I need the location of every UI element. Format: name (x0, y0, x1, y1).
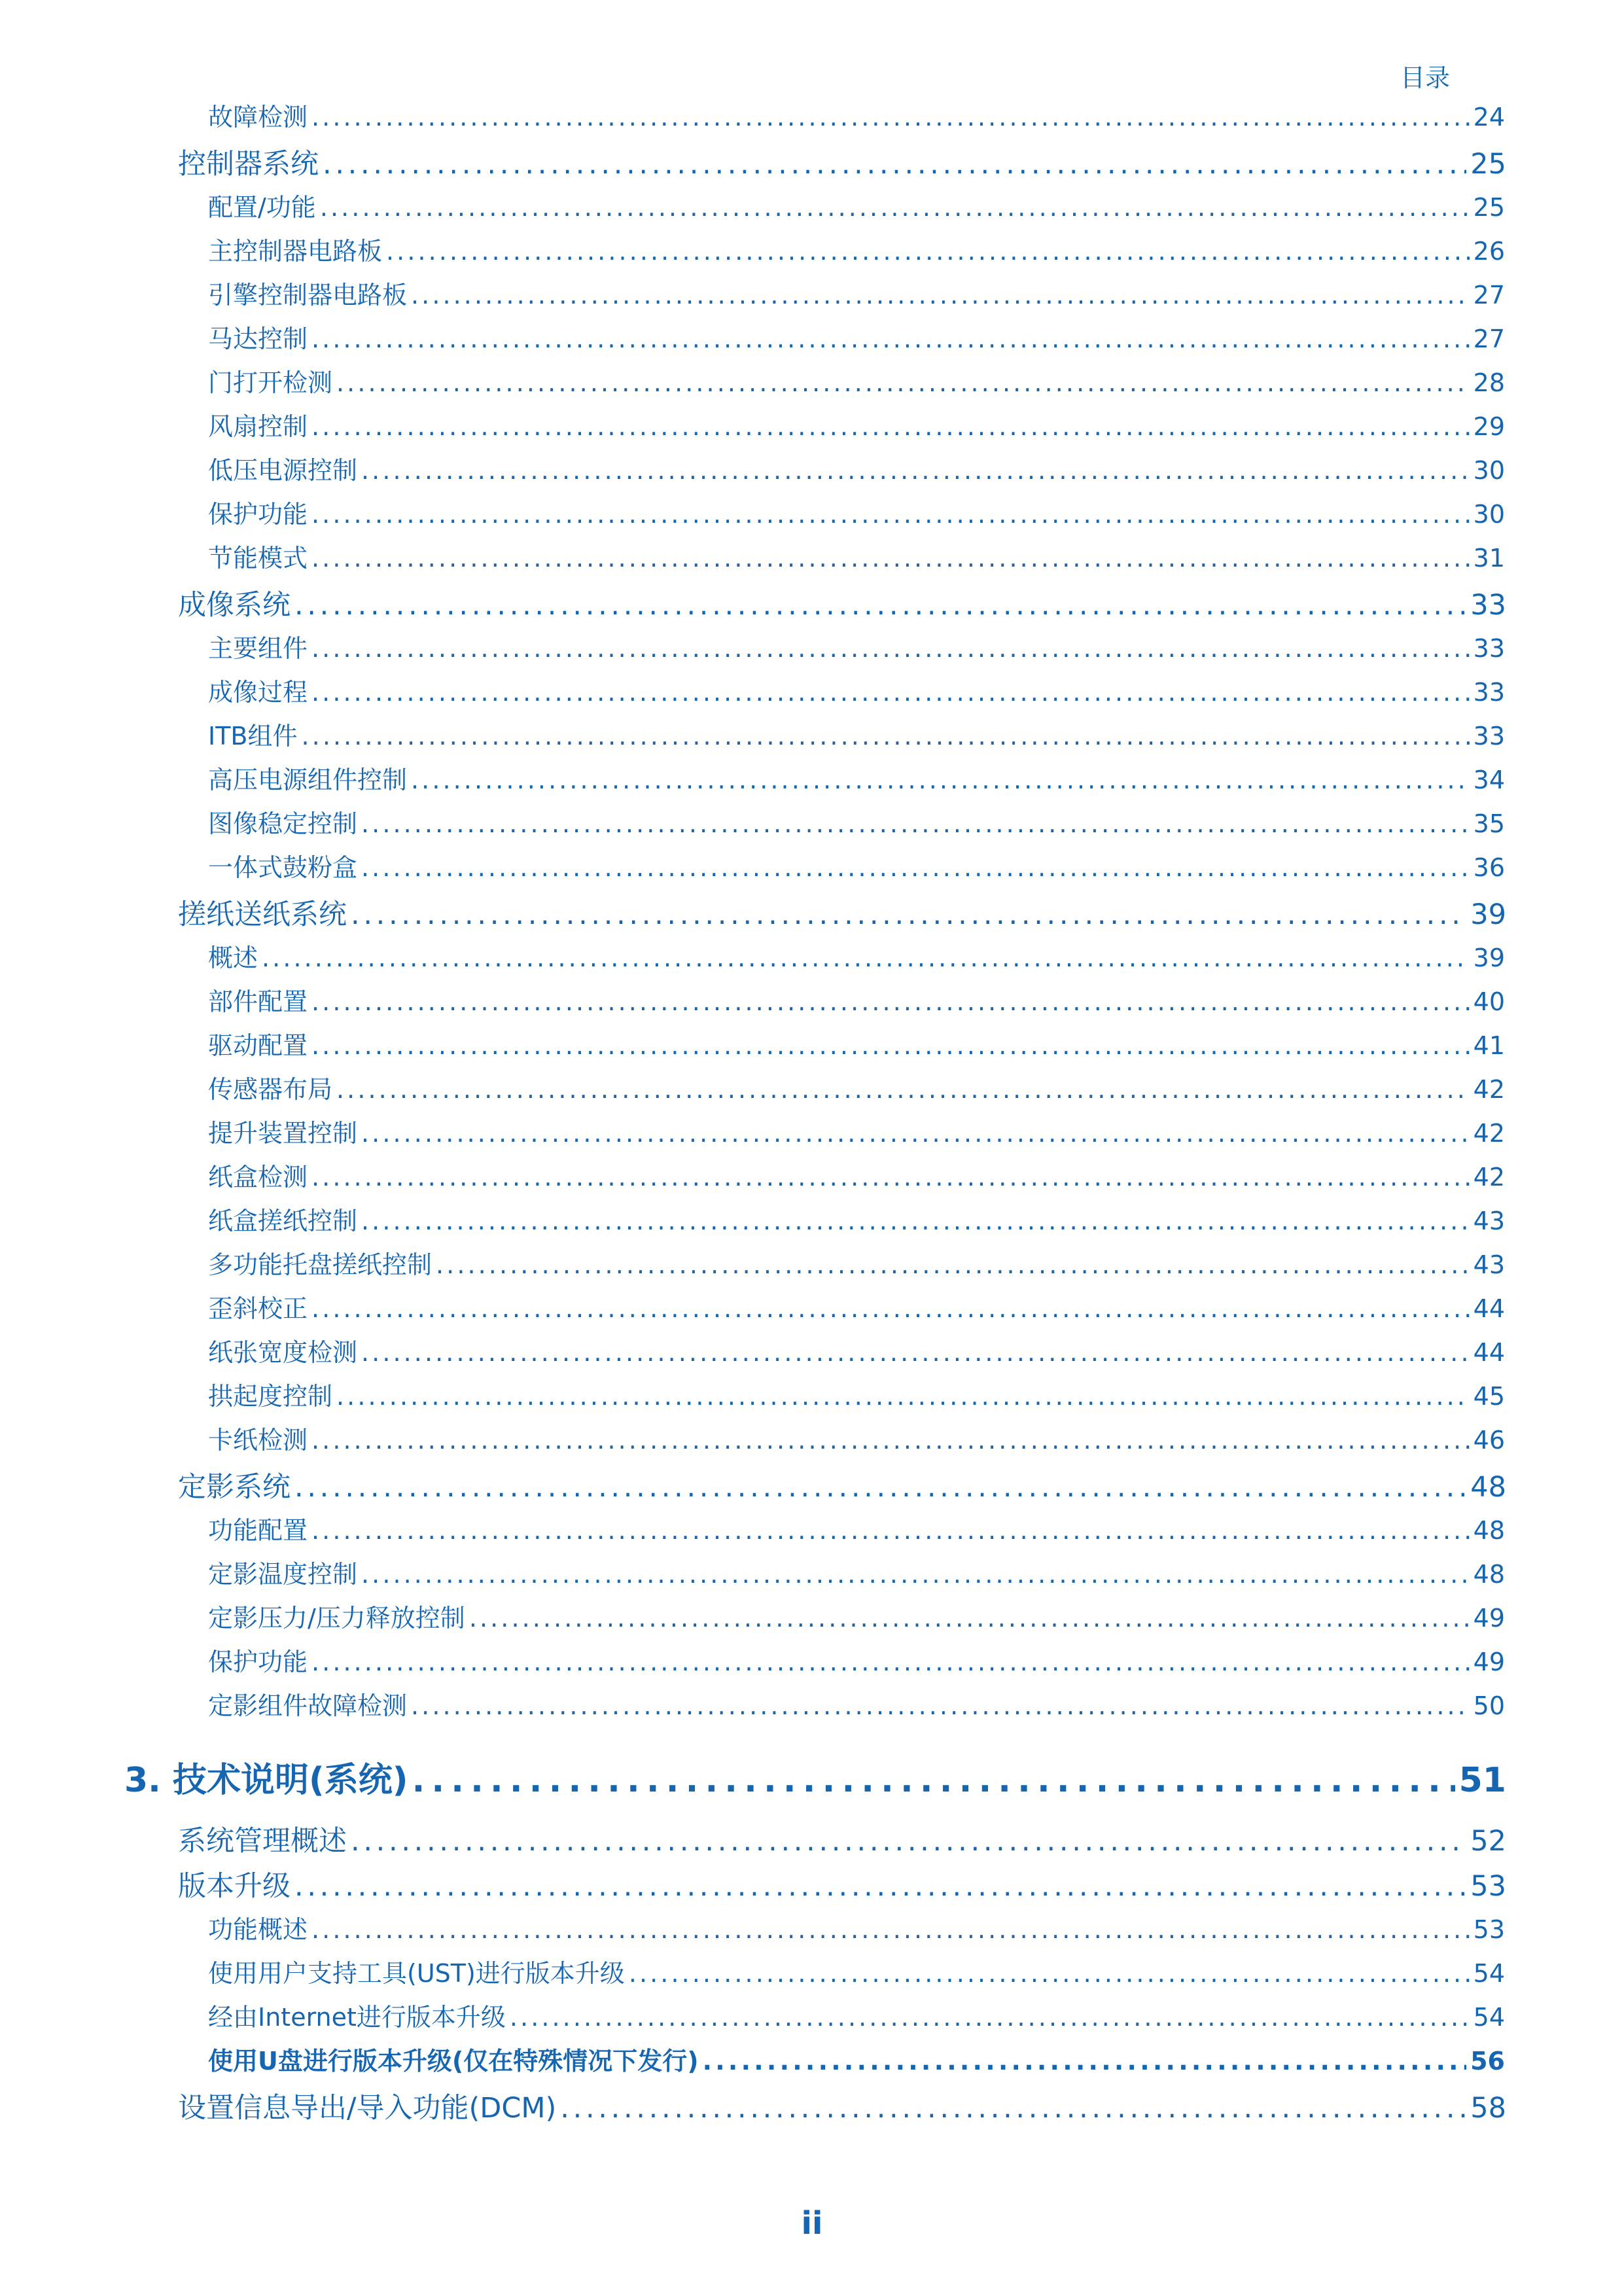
toc-entry-title: 成像过程 (208, 678, 308, 707)
toc-dot-leader (311, 1648, 1470, 1676)
toc-entry-title: ITB组件 (208, 722, 298, 751)
toc-entry-title: 设置信息导出/导入功能(DCM) (178, 2092, 557, 2125)
toc-dot-leader (560, 2092, 1466, 2125)
toc-entry-page: 27 (1473, 325, 1505, 353)
toc-section-entry[interactable] (178, 1819, 1506, 1859)
toc-dot-leader (361, 1119, 1470, 1148)
toc-subsection-entry[interactable] (208, 1376, 1505, 1412)
toc-subsection-entry[interactable] (208, 450, 1505, 486)
toc-entry-page: 42 (1473, 1119, 1505, 1148)
toc-entry-title: 节能模式 (208, 544, 308, 573)
toc-subsection-entry[interactable] (208, 97, 1505, 133)
toc-entry-page: 24 (1473, 103, 1505, 132)
toc-entry-page: 33 (1473, 678, 1505, 707)
toc-entry-page: 26 (1473, 237, 1505, 266)
toc-entry-title: 多功能托盘搓纸控制 (208, 1250, 432, 1279)
toc-entry-page: 42 (1473, 1163, 1505, 1192)
toc-entry-page: 44 (1473, 1294, 1505, 1323)
toc-entry-title: 定影温度控制 (208, 1560, 358, 1589)
toc-subsection-entry[interactable] (208, 1025, 1505, 1061)
toc-dot-leader (311, 544, 1470, 573)
toc-dot-leader (361, 1338, 1470, 1367)
toc-chapter-entry[interactable] (124, 1752, 1506, 1801)
toc-entry-page: 31 (1473, 544, 1505, 573)
toc-entry-page: 49 (1473, 1604, 1505, 1633)
toc-dot-leader (703, 2047, 1467, 2075)
toc-entry-page: 39 (1473, 944, 1505, 972)
toc-dot-leader (311, 987, 1470, 1016)
toc-subsection-entry[interactable] (208, 1245, 1505, 1280)
toc-subsection-entry[interactable] (208, 187, 1505, 223)
toc-entry-title: 卡纸检测 (208, 1426, 308, 1455)
toc-entry-title: 经由Internet进行版本升级 (208, 2003, 506, 2032)
toc-entry-page: 30 (1473, 500, 1505, 529)
toc-subsection-entry[interactable] (208, 275, 1505, 311)
toc-subsection-entry[interactable] (208, 1332, 1505, 1368)
toc-entry-page: 58 (1470, 2092, 1506, 2125)
toc-entry-page: 53 (1473, 1915, 1505, 1944)
toc-dot-leader (336, 1075, 1470, 1104)
toc-subsection-entry[interactable] (208, 716, 1505, 752)
toc-entry-title: 保护功能 (208, 500, 308, 529)
toc-entry-page: 50 (1473, 1691, 1505, 1720)
toc-subsection-entry[interactable] (208, 672, 1505, 708)
toc-entry-title: 搓纸送纸系统 (178, 898, 347, 931)
toc-entry-title: 控制器系统 (178, 148, 319, 181)
toc-entry-title: 定影压力/压力释放控制 (208, 1604, 465, 1633)
toc-entry-title: 图像稳定控制 (208, 809, 358, 838)
toc-subsection-entry[interactable] (208, 231, 1505, 267)
toc-entry-page: 54 (1473, 1959, 1505, 1988)
toc-subsection-entry[interactable] (208, 847, 1505, 883)
toc-entry-page: 33 (1473, 634, 1505, 663)
toc-section-entry[interactable] (178, 892, 1506, 932)
toc-entry-title: 纸盒搓纸控制 (208, 1207, 358, 1235)
toc-entry-page: 29 (1473, 412, 1505, 441)
toc-dot-leader (302, 722, 1470, 751)
toc-entry-page: 36 (1473, 853, 1505, 882)
toc-subsection-entry[interactable] (208, 760, 1505, 796)
toc-section-entry[interactable] (178, 142, 1506, 182)
toc-subsection-entry[interactable] (208, 1554, 1505, 1590)
toc-entry-title: 保护功能 (208, 1648, 308, 1676)
toc-dot-leader (411, 1691, 1470, 1720)
toc-subsection-entry[interactable] (208, 1288, 1505, 1324)
toc-section-entry[interactable] (178, 1864, 1506, 1904)
toc-entry-page: 48 (1473, 1516, 1505, 1545)
toc-dot-leader (320, 193, 1470, 222)
page-number: ii (801, 2205, 823, 2242)
toc-entry-page: 40 (1473, 987, 1505, 1016)
toc-subsection-entry[interactable] (208, 2041, 1505, 2077)
toc-entry-title: 使用用户支持工具(UST)进行版本升级 (208, 1959, 625, 1988)
toc-entry-title: 拱起度控制 (208, 1382, 333, 1411)
toc-entry-title: 传感器布局 (208, 1075, 333, 1104)
toc-dot-leader (311, 412, 1470, 441)
toc-dot-leader (311, 1915, 1470, 1944)
toc-entry-title: 故障检测 (208, 103, 308, 132)
toc-entry-title: 高压电源组件控制 (208, 766, 408, 794)
toc-subsection-entry[interactable] (208, 938, 1505, 974)
toc-entry-title: 概述 (208, 944, 258, 972)
toc-subsection-entry[interactable] (208, 628, 1505, 664)
toc-dot-leader (411, 281, 1470, 309)
toc-subsection-entry[interactable] (208, 362, 1505, 398)
toc-dot-leader (629, 1959, 1470, 1988)
toc-subsection-entry[interactable] (208, 1598, 1505, 1634)
toc-entry-page: 28 (1473, 368, 1505, 397)
toc-dot-leader (361, 1560, 1470, 1589)
toc-entry-page: 46 (1473, 1426, 1505, 1455)
toc-dot-leader (361, 809, 1470, 838)
toc-entry-title: 成像系统 (178, 589, 291, 622)
toc-entry-page: 25 (1473, 193, 1505, 222)
toc-entry-title: 驱动配置 (208, 1031, 308, 1060)
toc-entry-page: 51 (1458, 1761, 1506, 1800)
toc-subsection-entry[interactable] (208, 1420, 1505, 1456)
toc-entry-page: 30 (1473, 456, 1505, 485)
toc-entry-page: 34 (1473, 766, 1505, 794)
toc-entry-page: 27 (1473, 281, 1505, 309)
toc-dot-leader (351, 1825, 1466, 1858)
toc-dot-leader (262, 944, 1470, 972)
toc-entry-page: 43 (1473, 1207, 1505, 1235)
toc-dot-leader (412, 1761, 1455, 1800)
section-header-label: 目录 (1400, 63, 1451, 92)
toc-dot-leader (311, 1516, 1470, 1545)
toc-entry-page: 42 (1473, 1075, 1505, 1104)
toc-dot-leader (411, 766, 1470, 794)
toc-entry-page: 35 (1473, 809, 1505, 838)
toc-dot-leader (294, 1870, 1466, 1903)
toc-entry-title: 引擎控制器电路板 (208, 281, 408, 309)
toc-section-entry[interactable] (178, 583, 1506, 623)
toc-dot-leader (294, 589, 1466, 622)
toc-subsection-entry[interactable] (208, 1642, 1505, 1678)
toc-entry-title: 马达控制 (208, 325, 308, 353)
toc-subsection-entry[interactable] (208, 1069, 1505, 1105)
toc-entry-title: 门打开检测 (208, 368, 333, 397)
toc-entry-title: 版本升级 (178, 1870, 291, 1903)
toc-subsection-entry[interactable] (208, 494, 1505, 530)
toc-entry-title: 定影系统 (178, 1471, 291, 1504)
toc-entry-title: 系统管理概述 (178, 1825, 347, 1858)
toc-entry-page: 54 (1473, 2003, 1505, 2032)
toc-dot-leader (311, 1426, 1470, 1455)
toc-subsection-entry[interactable] (208, 1201, 1505, 1237)
toc-dot-leader (311, 678, 1470, 707)
toc-dot-leader (311, 1031, 1470, 1060)
toc-entry-title: 使用U盘进行版本升级(仅在特殊情况下发行) (208, 2047, 699, 2075)
toc-dot-leader (469, 1604, 1470, 1633)
toc-dot-leader (386, 237, 1470, 266)
toc-dot-leader (361, 853, 1470, 882)
toc-subsection-entry[interactable] (208, 538, 1505, 574)
toc-dot-leader (311, 1294, 1470, 1323)
toc-entry-page: 56 (1470, 2047, 1505, 2075)
toc-entry-title: 纸盒检测 (208, 1163, 308, 1192)
toc-dot-leader (336, 1382, 1470, 1411)
toc-entry-title: 功能概述 (208, 1915, 308, 1944)
toc-subsection-entry[interactable] (208, 981, 1505, 1017)
toc-subsection-entry[interactable] (208, 1157, 1505, 1193)
toc-dot-leader (436, 1250, 1470, 1279)
toc-entry-title: 功能配置 (208, 1516, 308, 1545)
toc-entry-page: 45 (1473, 1382, 1505, 1411)
toc-entry-page: 44 (1473, 1338, 1505, 1367)
toc-dot-leader (311, 1163, 1470, 1192)
toc-entry-page: 48 (1470, 1471, 1506, 1504)
toc-subsection-entry[interactable] (208, 1113, 1505, 1149)
toc-dot-leader (311, 325, 1470, 353)
toc-entry-page: 53 (1470, 1870, 1506, 1903)
toc-subsection-entry[interactable] (208, 804, 1505, 839)
toc-dot-leader (323, 148, 1466, 181)
toc-dot-leader (510, 2003, 1470, 2032)
toc-entry-title: 3. 技术说明(系统) (124, 1761, 408, 1800)
toc-subsection-entry[interactable] (208, 406, 1505, 442)
toc-subsection-entry[interactable] (208, 1686, 1505, 1722)
toc-entry-title: 主要组件 (208, 634, 308, 663)
toc-entry-title: 配置/功能 (208, 193, 316, 222)
toc-subsection-entry[interactable] (208, 1510, 1505, 1546)
toc-section-entry[interactable] (178, 2086, 1506, 2126)
toc-subsection-entry[interactable] (208, 1909, 1505, 1945)
toc-entry-page: 49 (1473, 1648, 1505, 1676)
toc-entry-title: 一体式鼓粉盒 (208, 853, 358, 882)
toc-entry-title: 纸张宽度检测 (208, 1338, 358, 1367)
toc-entry-page: 52 (1470, 1825, 1506, 1858)
toc-subsection-entry[interactable] (208, 319, 1505, 355)
toc-dot-leader (351, 898, 1466, 931)
toc-dot-leader (294, 1471, 1466, 1504)
toc-dot-leader (311, 634, 1470, 663)
toc-entry-page: 43 (1473, 1250, 1505, 1279)
toc-section-entry[interactable] (178, 1465, 1506, 1505)
toc-entry-page: 39 (1470, 898, 1506, 931)
toc-subsection-entry[interactable] (208, 1997, 1505, 2033)
toc-entry-title: 定影组件故障检测 (208, 1691, 408, 1720)
toc-entry-page: 48 (1473, 1560, 1505, 1589)
toc-dot-leader (311, 500, 1470, 529)
toc-entry-title: 主控制器电路板 (208, 237, 383, 266)
toc-subsection-entry[interactable] (208, 1953, 1505, 1989)
toc-entry-title: 风扇控制 (208, 412, 308, 441)
toc-dot-leader (361, 1207, 1470, 1235)
toc-dot-leader (361, 456, 1470, 485)
toc-dot-leader (311, 103, 1470, 132)
toc-entry-page: 41 (1473, 1031, 1505, 1060)
toc-dot-leader (336, 368, 1470, 397)
toc-entry-page: 25 (1470, 148, 1506, 181)
toc-entry-title: 歪斜校正 (208, 1294, 308, 1323)
toc-entry-title: 低压电源控制 (208, 456, 358, 485)
toc-entry-title: 提升装置控制 (208, 1119, 358, 1148)
toc-entry-title: 部件配置 (208, 987, 308, 1016)
toc-entry-page: 33 (1473, 722, 1505, 751)
toc-entry-page: 33 (1470, 589, 1506, 622)
